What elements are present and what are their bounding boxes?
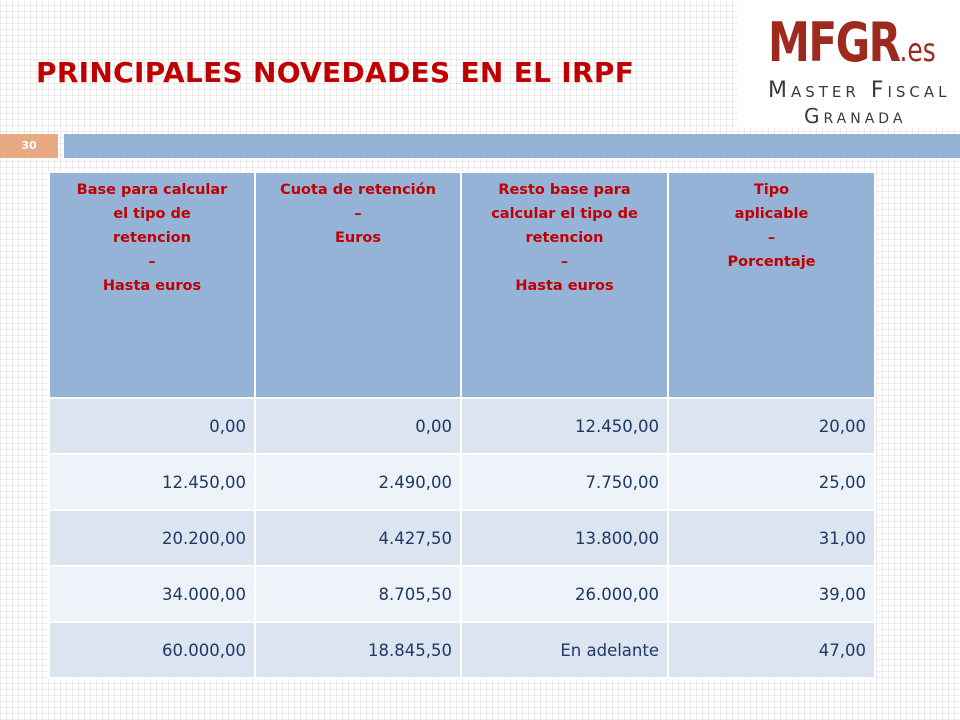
table-cell: 20.200,00 <box>49 510 255 566</box>
mfgr-logo <box>738 0 960 128</box>
header-line: Hasta euros <box>515 278 614 294</box>
table-cell: 12.450,00 <box>49 454 255 510</box>
slide-number: 30 <box>0 134 58 158</box>
header-line: Resto base para <box>498 182 631 198</box>
table-row <box>49 398 875 454</box>
table-cell: 25,00 <box>668 454 875 510</box>
header-line: Cuota de retención <box>280 182 436 198</box>
page-title: PRINCIPALES NOVEDADES EN EL IRPF <box>36 56 635 89</box>
table-row <box>49 454 875 510</box>
header-base <box>49 172 255 398</box>
table-cell: 4.427,50 <box>255 510 461 566</box>
header-line: – <box>560 254 569 270</box>
table-cell: 13.800,00 <box>461 510 668 566</box>
withholding-rate-table <box>48 171 876 679</box>
header-line: Euros <box>335 230 381 246</box>
table-header-row <box>49 172 875 398</box>
table-row <box>49 622 875 678</box>
header-line: – <box>767 230 776 246</box>
header-resto-base <box>461 172 668 398</box>
table-cell: 12.450,00 <box>461 398 668 454</box>
table-cell: 0,00 <box>255 398 461 454</box>
table-cell: 2.490,00 <box>255 454 461 510</box>
header-line: aplicable <box>734 206 809 222</box>
header-line: el tipo de <box>113 206 191 222</box>
table-cell: 47,00 <box>668 622 875 678</box>
table-row <box>49 566 875 622</box>
logo-line-1: Master Fiscal <box>768 78 951 103</box>
header-line: – <box>354 206 362 222</box>
header-tipo <box>668 172 875 398</box>
table-cell: En adelante <box>461 622 668 678</box>
header-bar <box>64 134 960 158</box>
table-cell: 31,00 <box>668 510 875 566</box>
table-cell: 39,00 <box>668 566 875 622</box>
table-cell: 0,00 <box>49 398 255 454</box>
header-line: calcular el tipo de <box>491 206 638 222</box>
logo-brand: MFGR <box>768 11 900 74</box>
table-cell: 8.705,50 <box>255 566 461 622</box>
header-cuota <box>255 172 461 398</box>
header-line: Tipo <box>753 182 790 198</box>
header-line: retencion <box>113 230 191 246</box>
table-cell: 26.000,00 <box>461 566 668 622</box>
table-row <box>49 510 875 566</box>
table-cell: 18.845,50 <box>255 622 461 678</box>
header-line: Hasta euros <box>102 278 202 294</box>
logo-mark <box>768 10 936 83</box>
header-line: retencion <box>525 230 604 246</box>
table-cell: 34.000,00 <box>49 566 255 622</box>
logo-domain: .es <box>899 31 936 69</box>
header-line: – <box>148 254 156 270</box>
header-line: Porcentaje <box>727 254 816 270</box>
header-line: Base para calcular <box>76 182 228 198</box>
table-cell: 7.750,00 <box>461 454 668 510</box>
table-cell: 60.000,00 <box>49 622 255 678</box>
table-cell: 20,00 <box>668 398 875 454</box>
logo-line-2: Granada <box>804 104 907 128</box>
